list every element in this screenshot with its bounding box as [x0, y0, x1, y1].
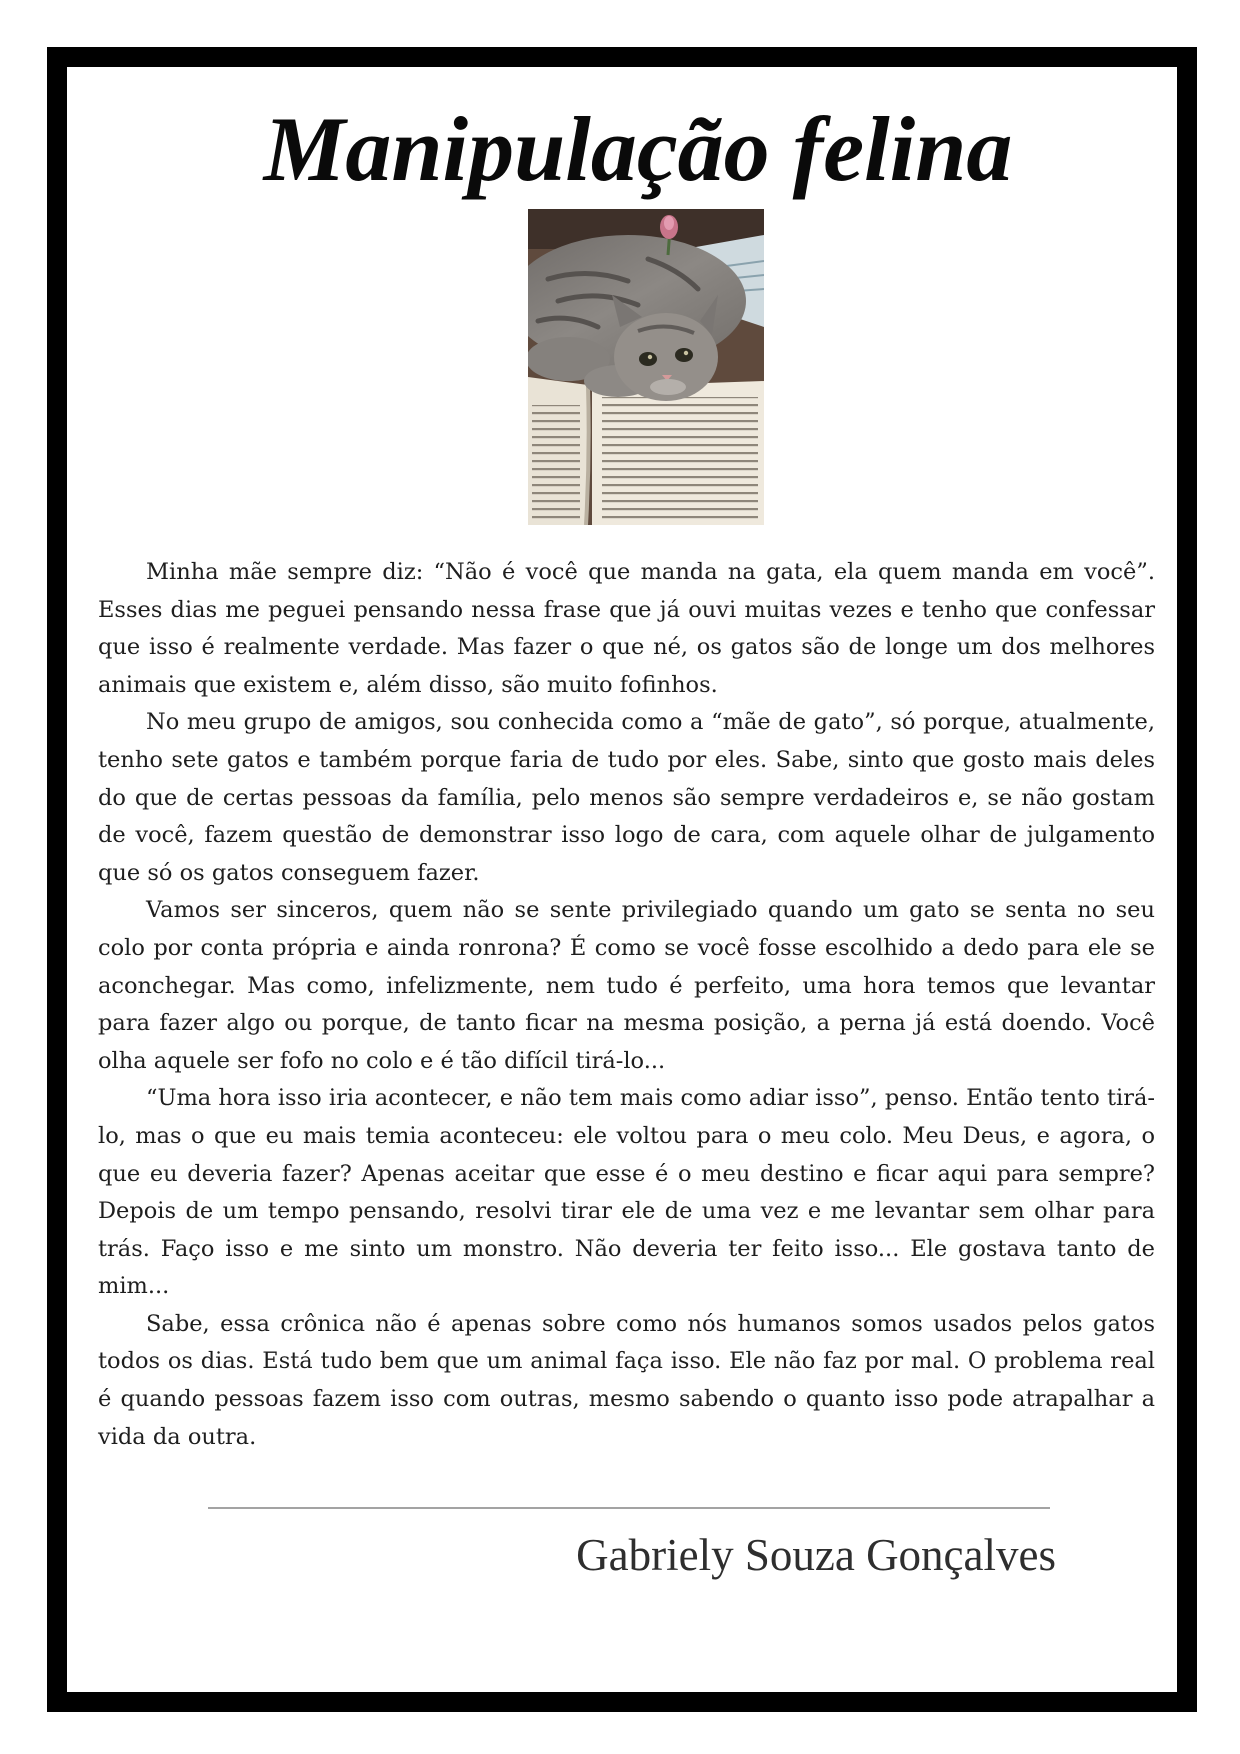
paragraph: “Uma hora isso iria acontecer, e não tem mais como adiar isso”, penso. Então tento tirá-lo, mas o que eu mais temia aconteceu: ele voltou para o meu colo. Meu Deus, e agora, o que eu deveria fazer? Apenas aceitar que esse é o meu destino e ficar aqui para sempre? Depois de um tempo pensando, resolvi tirar ele de uma vez e me levantar sem olhar para trás. Faço isso e me sinto um monstro. Não deveria ter feito isso... Ele gostava tanto de mim... [98, 1085, 1155, 1300]
open-book [528, 377, 764, 525]
signature-line [208, 1507, 1050, 1509]
author-signature: Gabriely Souza Gonçalves [576, 1530, 1056, 1580]
paragraph: Vamos ser sinceros, quem não se sente privilegiado quando um gato se senta no seu colo por conta própria e ainda ronrona? É como se você fosse escolhido a dedo para ele se aconchegar. Mas como, infelizmente, nem tudo é perfeito, uma hora temos que levantar para fazer algo ou porque, de tanto ficar na mesma posição, a perna já está doendo. Você olha aquele ser fofo no colo e é tão difícil tirá-lo... [98, 897, 1155, 1074]
cat-on-book-photo [528, 209, 764, 525]
paragraph: No meu grupo de amigos, sou conhecida como a “mãe de gato”, só porque, atualmente, tenho sete gatos e também porque faria de tudo por eles. Sabe, sinto que gosto mais deles do que de certas pessoas da família, pelo menos são sempre verdadeiros e, se não gostam de você, fazem questão de demonstrar isso logo de cara, com aquele olhar de julgamento que só os gatos conseguem fazer. [98, 709, 1155, 886]
page-title: Manipulação felina [263, 98, 1013, 200]
chronicle-body [98, 554, 1155, 1456]
paragraph: Minha mãe sempre diz: “Não é você que manda na gata, ela quem manda em você”. Esses dias me peguei pensando nessa frase que já ouvi muitas vezes e tenho que confessar que isso é realmente verdade. Mas fazer o que né, os gatos são de longe um dos melhores animais que existem e, além disso, são muito fofinhos. [98, 559, 1155, 698]
paragraph: Sabe, essa crônica não é apenas sobre como nós humanos somos usados pelos gatos todos os dias. Está tudo bem que um animal faça isso. Ele não faz por mal. O problema real é quando pessoas fazem isso com outras, mesmo sabendo o quanto isso pode atrapalhar a vida da outra. [98, 1310, 1155, 1450]
